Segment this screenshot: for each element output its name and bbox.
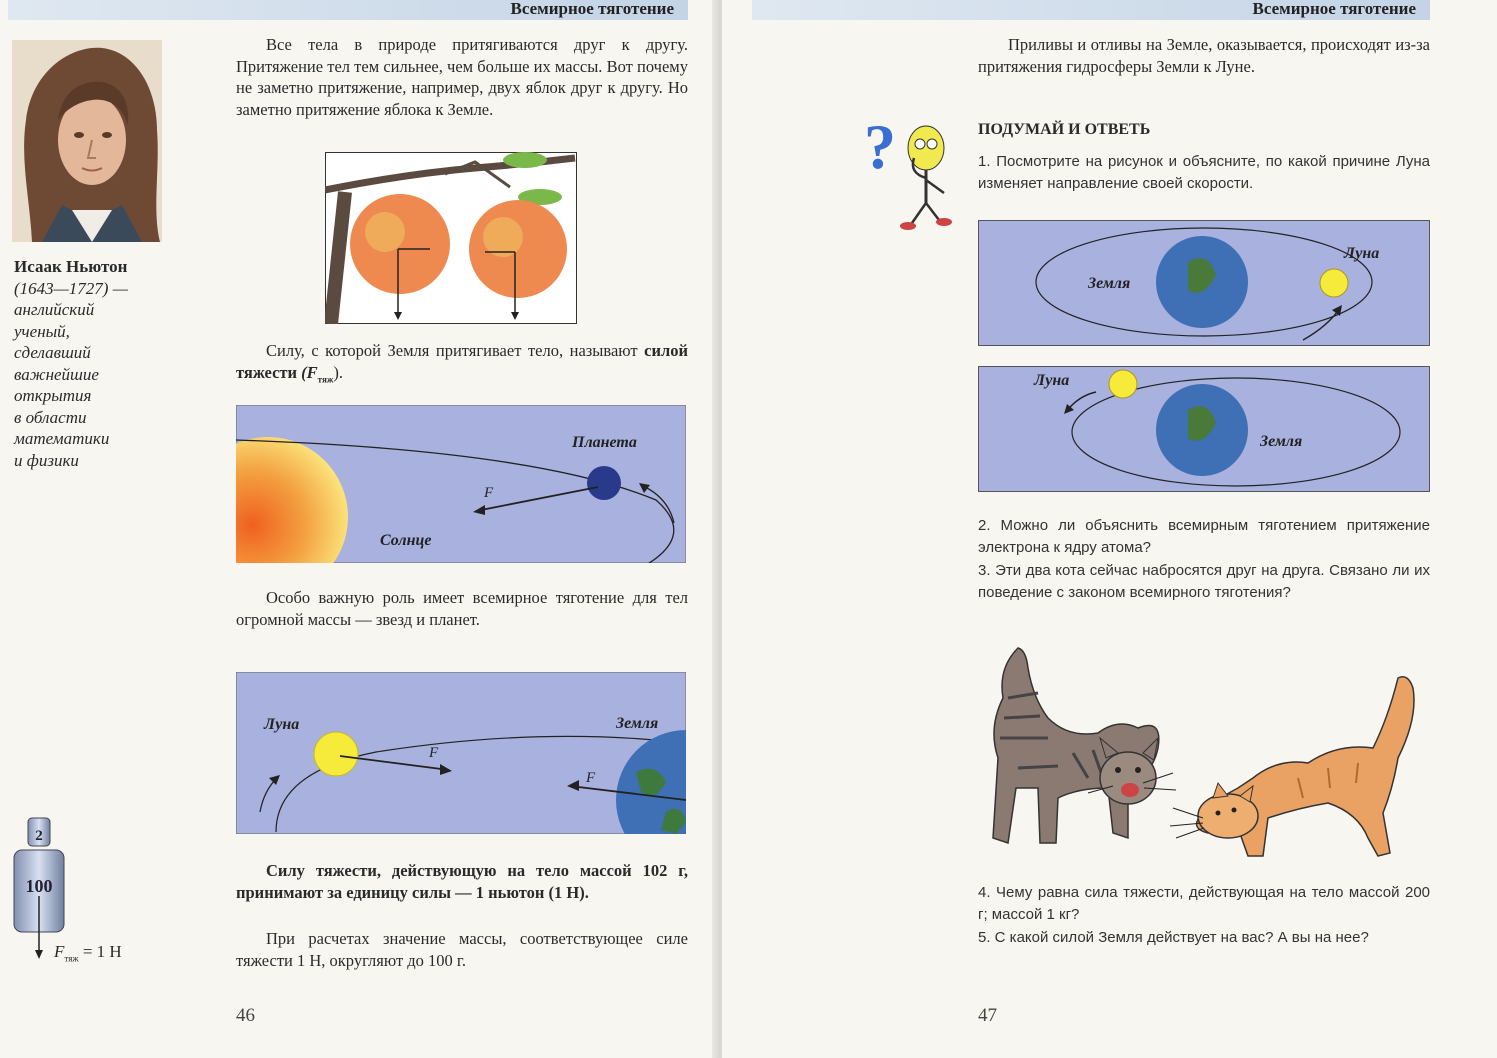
- weight-formula: [54, 942, 122, 963]
- question-1: 1. Посмотрите на рисунок и объясните, по какой причине Луна изменяет направление своей скорости.: [978, 153, 1430, 192]
- force-label-moon: F: [429, 745, 439, 761]
- apples-illustration: [325, 152, 577, 324]
- moon-label-orbit-1: Луна: [1344, 245, 1380, 262]
- question-2: 2. Можно ли объяснить всемирным тяготением притяжение электрона к ядру атома?: [978, 517, 1430, 556]
- thinking-character-icon: [864, 108, 960, 238]
- orbit-diagram-1: [978, 220, 1430, 346]
- sun-planet-diagram: [236, 405, 686, 563]
- force-label-earth: F: [586, 770, 596, 786]
- newton-dates: (1643—1727) —: [14, 278, 128, 298]
- moon-icon-orbit-1: [1320, 269, 1348, 297]
- right-page: [722, 0, 1497, 1058]
- newton-desc-2: ученый,: [14, 321, 70, 341]
- earth-label-orbit-2: Земля: [1260, 433, 1303, 450]
- moon-icon: [314, 732, 358, 776]
- page-number-left: 46: [236, 1005, 255, 1026]
- moon-label-orbit-2: Луна: [1034, 372, 1070, 389]
- weight-number: 100: [25, 876, 53, 896]
- question-mark-icon: ?: [864, 111, 896, 182]
- rounding-paragraph: При расчетах значение массы, соответствующее силе тяжести 1 Н, округляют до 100 г.: [236, 929, 688, 970]
- gravity-def-post: ).: [333, 362, 343, 382]
- weight-top-number: 2: [35, 828, 43, 844]
- formula-f: F: [54, 942, 65, 961]
- gravity-definition: [236, 340, 688, 390]
- gravity-def-bold: силой тяжести: [236, 341, 688, 382]
- orbit-diagram-2: [978, 366, 1430, 492]
- right-header-bar: [752, 0, 1430, 20]
- newton-portrait: [12, 40, 162, 242]
- moon-icon-orbit-2: [1109, 370, 1137, 398]
- earth-label-orbit-1: Земля: [1088, 275, 1131, 292]
- formula-sub: тяж: [64, 953, 79, 964]
- formula-rest: = 1 Н: [82, 942, 122, 961]
- left-header-title: Всемирное тяготение: [510, 0, 674, 18]
- newton-desc-8: и физики: [14, 450, 79, 470]
- newton-desc-3: сделавший: [14, 343, 91, 362]
- newton-unit-paragraph: Силу тяжести, действующую на тело массой 102 г, принимают за единицу силы — 1 ньютон (1 Н).: [236, 861, 688, 902]
- question-4: 4. Чему равна сила тяжести, действующая на тело массой 200 г; массой 1 кг?: [978, 884, 1430, 923]
- intro-paragraph: Все тела в природе притягиваются друг к другу. Притяжение тел тем сильнее, чем больше их массы. Вот почему не заметно притяжение, например, двух яблок друг к другу. Но заметно притяжение яблока к Земле.: [236, 35, 688, 119]
- newton-desc-1: английский: [14, 300, 95, 319]
- gravity-def-symbol: (F: [301, 362, 318, 382]
- left-page: [0, 0, 718, 1058]
- newton-desc-6: в области: [14, 407, 87, 427]
- newton-caption: [14, 256, 184, 471]
- newton-desc-4: важнейшие: [14, 364, 99, 384]
- weight-icon: [8, 814, 68, 960]
- tides-paragraph: Приливы и отливы на Земле, оказывается, происходят из-за притяжения гидросферы Земли к Луне.: [978, 35, 1430, 76]
- page-number-right: 47: [978, 1005, 997, 1026]
- tabby-cat-icon: [993, 648, 1176, 843]
- earth-label-left: Земля: [616, 715, 659, 732]
- important-paragraph: Особо важную роль имеет всемирное тяготение для тел огромной массы — звезд и планет.: [236, 588, 688, 629]
- planet-label: Планета: [572, 434, 637, 451]
- leaf-icon: [503, 152, 547, 168]
- newton-desc-7: математики: [14, 429, 110, 448]
- section-title: ПОДУМАЙ И ОТВЕТЬ: [978, 121, 1151, 138]
- force-label-sun: F: [484, 485, 494, 501]
- right-header-title: Всемирное тяготение: [1252, 0, 1416, 18]
- question-3: 3. Эти два кота сейчас набросятся друг на друга. Связано ли их поведение с законом всемирного тяготения?: [978, 562, 1430, 601]
- planet-icon: [587, 466, 621, 500]
- sun-label: Солнце: [380, 532, 432, 549]
- question-5: 5. С какой силой Земля действует на вас? А вы на нее?: [978, 929, 1369, 946]
- newton-name: Исаак Ньютон: [14, 257, 128, 276]
- moon-label-left: Луна: [264, 716, 300, 733]
- gravity-def-sub: тяж: [317, 373, 334, 384]
- left-header-bar: [8, 0, 688, 20]
- cats-illustration: [978, 638, 1430, 862]
- newton-desc-5: открытия: [14, 386, 92, 405]
- gravity-def-pre: Силу, с которой Земля притягивает тело, называют: [266, 341, 645, 360]
- orange-cat-icon: [1170, 677, 1414, 856]
- moon-earth-diagram: [236, 672, 686, 834]
